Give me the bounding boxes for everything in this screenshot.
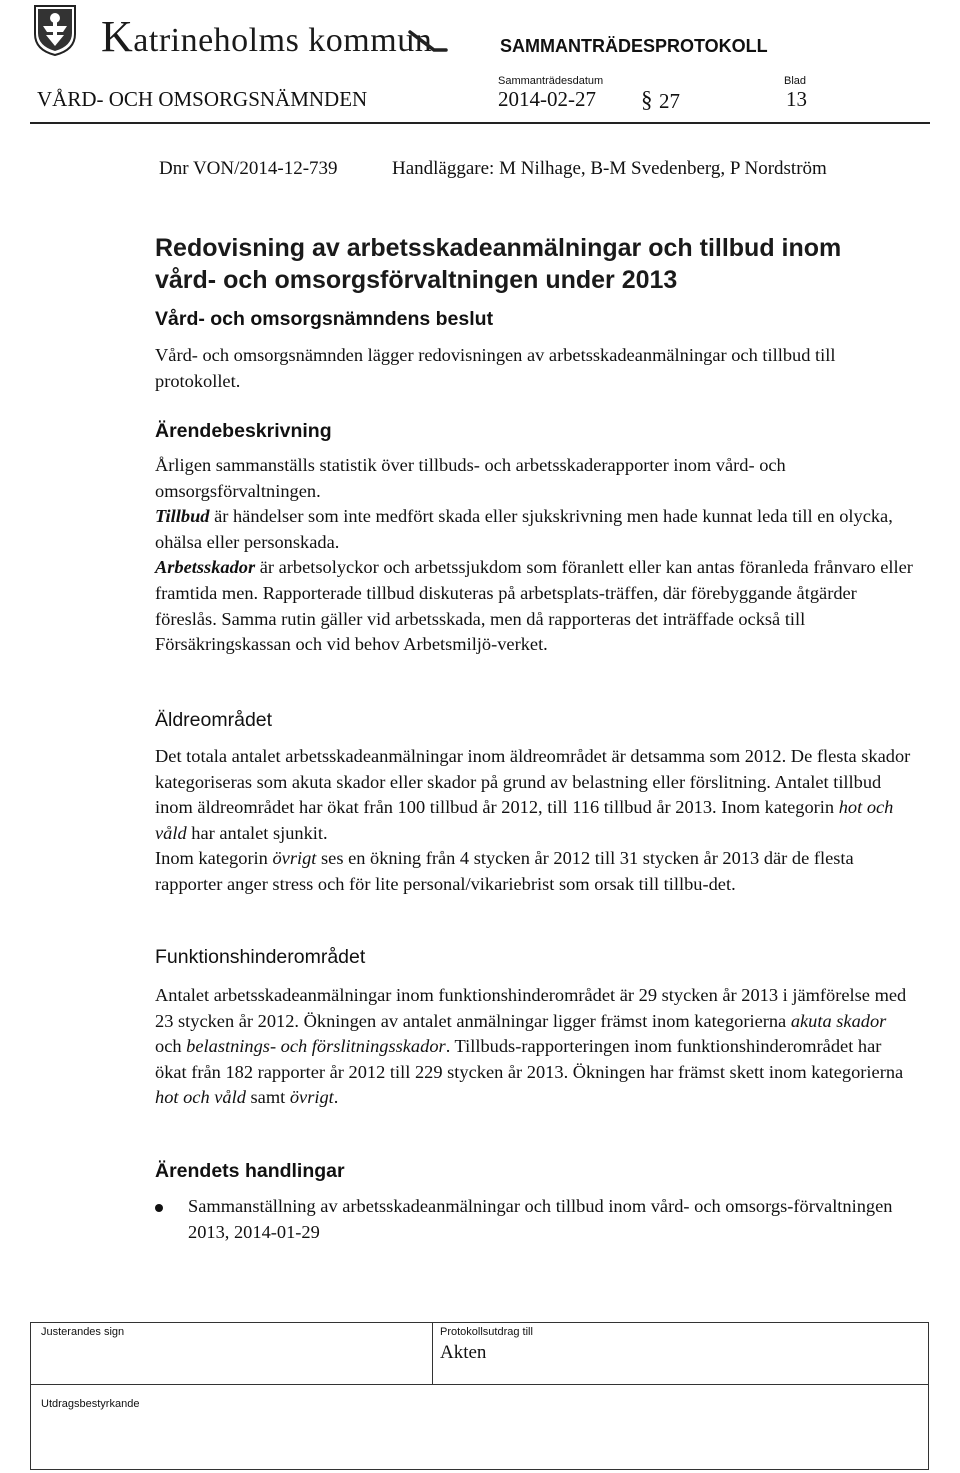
- protocol-title: SAMMANTRÄDESPROTOKOLL: [500, 36, 768, 56]
- funk-body: [155, 983, 917, 1111]
- aldre-paragraph-2: Inom kategorin övrigt ses en ökning från 4 stycken år 2012 till 31 stycken år 2013 där de flesta rapporter anger stress och för lite personal/vikariebrist som orsak till tillbu-det.: [155, 848, 854, 894]
- arbetsskador-term: Arbetsskador: [155, 557, 256, 578]
- documents-list-container: [155, 1194, 917, 1245]
- bullet-icon: [155, 1204, 163, 1212]
- aldre-body: [155, 744, 917, 898]
- coat-of-arms-icon: [33, 4, 77, 56]
- tillbud-definition: Tillbud är händelser som inte medfört skada eller sjukskrivning men hade kunnat leda till en olycka, ohälsa eller personskada.: [155, 506, 893, 552]
- case-handlers: Handläggare: M Nilhage, B-M Svedenberg, P Nordström: [392, 158, 827, 179]
- arbetsskador-definition: Arbetsskador är arbetsolyckor och arbetssjukdom som föranlett eller kan antas föranleda frånvaro eller framtida men. Rapporterade tillbud diskuteras på arbetsplats-träffen, där förebyggande åtgärder föreslås. Samma rutin gäller vid arbetsskada, men då rapporteras det inträffade också till Försäkringskassan och vid behov Arbetsmiljö-verket.: [155, 557, 913, 655]
- signature-box-column-divider: [432, 1322, 433, 1384]
- meeting-date-label: Sammanträdesdatum: [498, 75, 604, 87]
- description-paragraph: Årligen sammanställs statistik över tillbuds- och arbetsskaderapporter inom vård- och omsorgsförvaltningen.: [155, 455, 786, 501]
- meeting-date: 2014-02-27: [498, 87, 596, 111]
- decision-text: Vård- och omsorgsnämnden lägger redovisningen av arbetsskadeanmälningar och tillbud till protokollet.: [155, 345, 836, 391]
- title-line-2: vård- och omsorgsförvaltningen under 2013: [155, 266, 678, 294]
- document-title: [155, 232, 917, 296]
- page-number: 13: [786, 87, 807, 111]
- description-heading: Ärendebeskrivning: [155, 420, 332, 442]
- case-number: Dnr VON/2014-12-739: [159, 158, 338, 179]
- municipality-logo-text: Katrineholms kommun: [101, 12, 433, 61]
- funk-paragraph: Antalet arbetsskadeanmälningar inom funktionshinderområdet är 29 stycken år 2013 i jämförelse med 23 stycken år 2012. Ökningen av antalet anmälningar ligger främst inom kategorierna akuta skador och belastnings- och förslitningsskador. Tillbuds-rapporteringen inom funktionshinderområdet har ökat från 182 rapporter år 2012 till 229 stycken år 2013. Ökningen har främst skett inom kategorierna hot och våld samt övrigt.: [155, 985, 907, 1108]
- aldre-heading: Äldreområdet: [155, 709, 273, 731]
- paragraph-symbol: §: [641, 87, 653, 112]
- committee-name: VÅRD- OCH OMSORGSNÄMNDEN: [37, 87, 368, 111]
- list-item: Sammanställning av arbetsskadeanmälningar och tillbud inom vård- och omsorgs-förvaltningen 2013, 2014-01-29: [155, 1194, 917, 1245]
- funk-heading: Funktionshinderområdet: [155, 946, 366, 968]
- documents-heading: Ärendets handlingar: [155, 1160, 345, 1182]
- logo-swoosh-icon: [408, 30, 448, 54]
- documents-list: [155, 1194, 917, 1245]
- aldre-paragraph-1: Det totala antalet arbetsskadeanmälningar inom äldreområdet är detsamma som 2012. De flesta skador kategoriseras som akuta skador eller skador på grund av belastning eller förslitning. Antalet tillbud inom äldreområdet har ökat från 100 tillbud år 2012, till 116 tillbud år 2013. Inom kategorin hot och våld har antalet sjunkit.: [155, 746, 911, 843]
- signature-box-divider: [30, 1384, 929, 1385]
- protokollsutdrag-recipient: Akten: [440, 1342, 487, 1363]
- description-body: [155, 453, 917, 658]
- header-divider: [30, 122, 930, 124]
- page-label: Blad: [784, 75, 807, 87]
- title-line-1: Redovisning av arbetsskadeanmälningar och tillbud inom: [155, 234, 842, 262]
- utdragsbestyrkande-label: Utdragsbestyrkande: [41, 1398, 140, 1410]
- protokollsutdrag-label: Protokollsutdrag till: [440, 1326, 533, 1338]
- decision-heading: Vård- och omsorgsnämndens beslut: [155, 308, 494, 330]
- paragraph-number: 27: [659, 89, 680, 113]
- tillbud-term: Tillbud: [155, 506, 210, 527]
- justerandes-sign-label: Justerandes sign: [41, 1326, 125, 1338]
